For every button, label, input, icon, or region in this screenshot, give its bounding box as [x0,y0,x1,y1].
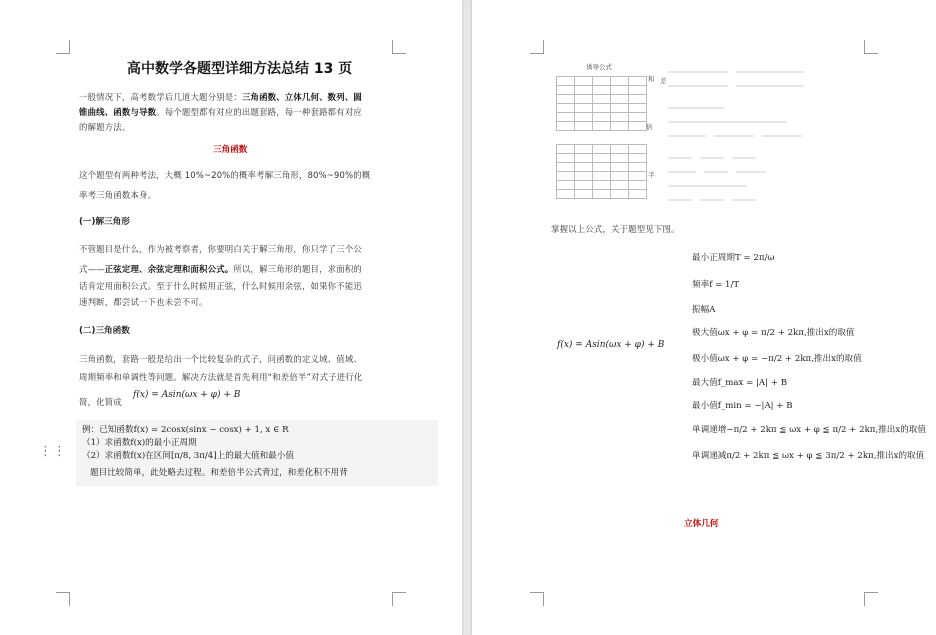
after-image-text: 掌握以上公式，关于题型见下图。 [551,224,680,234]
triangle-para-line-3: 话肯定用面积公式。至于什么时候用正弦，什么时候用余弦，如果你不能迅 [79,281,362,291]
example-line-1: 例：已知函数f(x) = 2cosx(sinx − cosx) + 1, x ∈ R [82,425,289,435]
label-ban: 半 [648,171,655,179]
property-decreasing: 单调递减π/2 + 2kπ ≦ ωx + φ ≦ 3π/2 + 2kπ,推出x的取值 [692,451,925,461]
property-increasing: 单调递增−π/2 + 2kπ ≦ ωx + φ ≦ π/2 + 2kπ,推出x的取值 [692,425,926,435]
triangle-para-line-4: 速判断，都尝试一下也未尝不可。 [79,297,208,307]
crop-mark-bottom-left [56,592,70,606]
heading-solve-triangle: (一)解三角形 [79,217,130,227]
label-bei: 倍 [646,123,653,131]
crop-mark-top-right [392,40,406,54]
intro-line-3: 的解题方法。 [79,122,131,132]
trigfunc-para-line-1: 三角函数，套路一般是给出一个比较复杂的式子，问函数的定义域、值域、 [79,354,362,364]
section-title-trig: 三角函数 [213,145,248,155]
triangle-para-line-2: 式——正弦定理、余弦定理和面积公式。所以，解三角形的题目，求面积的 [79,264,362,274]
heading-trig-function: (二)三角函数 [79,326,130,336]
crop-mark-bottom-right [864,592,878,606]
main-formula: f(x) = Asin(ωx + φ) + B [557,340,665,350]
property-max-value: 最大值f_max = |A| + B [692,378,788,388]
property-period: 最小正周期T = 2π/ω [692,253,775,263]
intro-line-1: 一般情况下，高考数学后几道大题分别是：三角函数、立体几何、数列、圆 [79,92,362,102]
special-angle-table [556,144,647,199]
example-line-2: （1）求函数f(x)的最小正周期 [82,438,197,448]
example-line-4: 题目比较简单，此处略去过程。和差倍半公式背过，和差化积不用背 [90,468,348,478]
trigfunc-para-line-2: 周期频率和单调性等问题。解决方法就是首先利用“和差倍半”对式子进行化 [79,372,363,382]
block-drag-handle-icon[interactable]: ⋮⋮ [39,444,67,459]
crop-mark-top-right [864,40,878,54]
property-local-min: 极小值ωx + φ = −π/2 + 2kπ,推出x的取值 [692,354,862,364]
triangle-para-line-1: 不管题目是什么，作为被考察者，你要明白关于解三角形，你只学了三个公 [79,244,362,254]
trig-formulas-image [554,60,814,210]
intro-line-2: 锥曲线、函数与导数。每个题型都有对应的出题套路，每一种套路都有对应 [79,107,362,117]
property-amplitude: 振幅A [692,305,716,315]
trig-para-line-1: 这个题型有两种考法，大概 10%~20%的概率考解三角形，80%~90%的概 [79,170,371,180]
trig-para-line-2: 率考三角函数本身。 [79,190,157,200]
crop-mark-bottom-left [530,592,544,606]
crop-mark-top-left [56,40,70,54]
image-heading-induction-formulas: 诱导公式 [586,63,612,71]
formula-scribbles [666,66,816,206]
document-page-left [0,0,462,635]
induction-formula-table [556,76,647,131]
property-frequency: 频率f = 1/T [692,280,740,290]
property-local-max: 极大值ωx + φ = π/2 + 2kπ,推出x的取值 [692,328,855,338]
trigfunc-para-line-3: 简，化简成 [79,397,122,407]
property-min-value: 最小值f_min = −|A| + B [692,401,793,411]
crop-mark-bottom-right [392,592,406,606]
document-title: 高中数学各题型详细方法总结 13 页 [127,61,353,77]
label-he: 和 [648,75,655,83]
label-cha: 差 [660,77,667,85]
simplified-formula: f(x) = Asin(ωx + φ) + B [133,390,241,400]
section-title-solid-geometry: 立体几何 [684,519,719,529]
crop-mark-top-left [530,40,544,54]
example-block [76,420,438,486]
example-line-3: （2）求函数f(x)在区间[π/8, 3π/4]上的最大值和最小值 [82,451,294,461]
